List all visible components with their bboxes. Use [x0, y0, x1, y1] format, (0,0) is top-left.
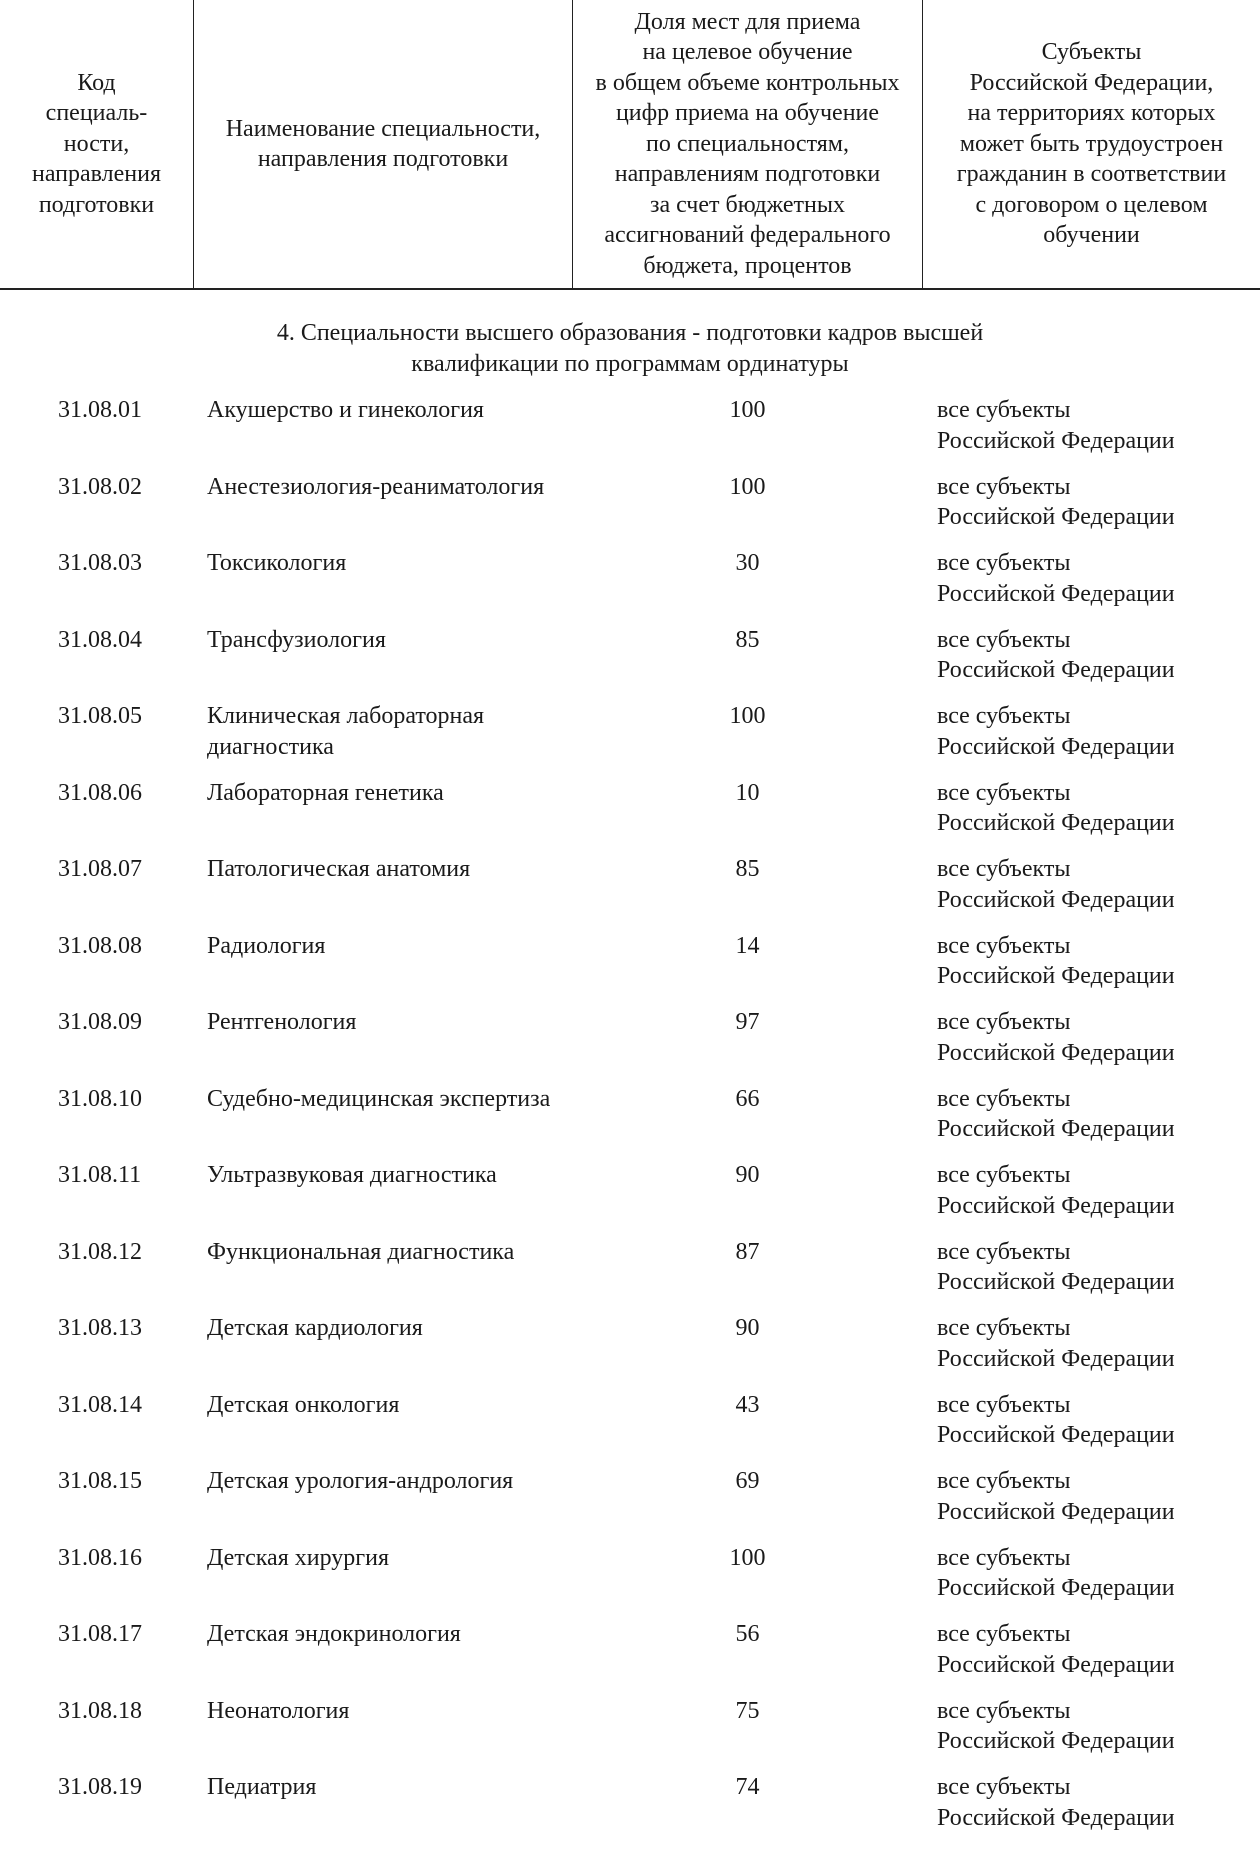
- row-percent: 74: [735, 1774, 760, 1800]
- row-percent: 90: [735, 1162, 760, 1188]
- row-code: 31.08.07: [58, 856, 142, 882]
- row-subjects: все субъекты Российской Федерации: [937, 550, 1175, 607]
- row-code: 31.08.19: [58, 1774, 142, 1800]
- row-code: 31.08.06: [58, 779, 142, 806]
- row-percent: 66: [735, 1085, 760, 1112]
- row-name: Лабораторная генетика: [207, 779, 444, 806]
- row-percent: 90: [735, 1315, 760, 1341]
- row-subjects: все субъекты Российской Федерации: [937, 1697, 1175, 1754]
- row-code: 31.08.15: [58, 1468, 142, 1494]
- table-row: [0, 1772, 1260, 1849]
- row-subjects: все субъекты Российской Федерации: [937, 1009, 1175, 1066]
- row-percent: 97: [735, 1009, 760, 1035]
- row-subjects: все субъекты Российской Федерации: [937, 1544, 1175, 1601]
- table-row: [0, 1237, 1260, 1314]
- row-code: 31.08.14: [58, 1391, 142, 1418]
- table-row: [0, 395, 1260, 472]
- row-name: Акушерство и гинекология: [207, 397, 484, 423]
- row-subjects: все субъекты Российской Федерации: [937, 473, 1175, 530]
- row-subjects: все субъекты Российской Федерации: [937, 779, 1175, 836]
- row-subjects: все субъекты Российской Федерации: [937, 626, 1175, 683]
- row-code: 31.08.11: [58, 1162, 142, 1188]
- row-name: Трансфузиология: [207, 626, 386, 653]
- row-name: Ультразвуковая диагностика: [207, 1162, 497, 1188]
- table-row: [0, 1543, 1260, 1620]
- row-name: Рентгенология: [207, 1009, 357, 1035]
- row-code: 31.08.16: [58, 1544, 142, 1571]
- row-percent: 100: [729, 1544, 766, 1571]
- row-name: Детская онкология: [207, 1391, 400, 1418]
- table-row: [0, 625, 1260, 702]
- row-name: Неонатология: [207, 1697, 350, 1724]
- row-name: Детская хирургия: [207, 1544, 389, 1571]
- row-percent: 30: [735, 550, 760, 576]
- row-percent: 43: [735, 1391, 760, 1418]
- header-share: Доля мест для приема на целевое обучение в общем объеме контрольных цифр приема на обучение по специальностям, направлениям подготовки за счет бюджетных ассигнований федерального бюджета, процентов: [573, 0, 923, 288]
- row-percent: 87: [735, 1238, 760, 1265]
- row-name: Педиатрия: [207, 1774, 317, 1800]
- row-percent: 100: [729, 397, 766, 423]
- row-code: 31.08.12: [58, 1238, 142, 1265]
- row-code: 31.08.02: [58, 473, 142, 500]
- table-row: [0, 548, 1260, 625]
- row-code: 31.08.10: [58, 1085, 142, 1112]
- row-code: 31.08.01: [58, 397, 142, 423]
- row-subjects: все субъекты Российской Федерации: [937, 1391, 1175, 1448]
- row-percent: 10: [735, 779, 760, 806]
- row-code: 31.08.18: [58, 1697, 142, 1724]
- row-subjects: все субъекты Российской Федерации: [937, 1315, 1175, 1372]
- table-row: [0, 1007, 1260, 1084]
- section-title: 4. Специальности высшего образования - подготовки кадров высшей квалификации по программам ординатуры: [276, 320, 984, 377]
- row-percent: 75: [735, 1697, 760, 1724]
- row-code: 31.08.17: [58, 1621, 142, 1647]
- row-percent: 100: [729, 473, 766, 500]
- row-percent: 85: [735, 856, 760, 882]
- table-row: [0, 778, 1260, 855]
- row-name: Клиническая лабораторная диагностика: [207, 703, 485, 760]
- row-percent: 85: [735, 626, 760, 653]
- header-code: Код специаль- ности, направления подготовки: [0, 0, 194, 288]
- row-percent: 14: [735, 932, 760, 959]
- table-row: [0, 1696, 1260, 1773]
- table-row: [0, 931, 1260, 1008]
- table-row: [0, 1313, 1260, 1390]
- row-percent: 69: [735, 1468, 760, 1494]
- row-subjects: все субъекты Российской Федерации: [937, 1085, 1175, 1142]
- row-subjects: все субъекты Российской Федерации: [937, 1238, 1175, 1295]
- table-header: [0, 0, 1260, 290]
- row-code: 31.08.13: [58, 1315, 142, 1341]
- row-name: Патологическая анатомия: [207, 856, 471, 882]
- row-code: 31.08.04: [58, 626, 142, 653]
- row-code: 31.08.03: [58, 550, 142, 576]
- row-name: Токсикология: [207, 550, 347, 576]
- table-row: [0, 1084, 1260, 1161]
- table-row: [0, 1160, 1260, 1237]
- table-row: [0, 1619, 1260, 1696]
- row-name: Детская эндокринология: [207, 1621, 461, 1647]
- row-code: 31.08.05: [58, 703, 142, 729]
- table-row: [0, 1466, 1260, 1543]
- row-subjects: все субъекты Российской Федерации: [937, 1468, 1175, 1525]
- row-subjects: все субъекты Российской Федерации: [937, 397, 1175, 454]
- row-subjects: все субъекты Российской Федерации: [937, 856, 1175, 913]
- table-row: [0, 854, 1260, 931]
- row-name: Функциональная диагностика: [207, 1238, 515, 1265]
- table-row: [0, 472, 1260, 549]
- row-name: Анестезиология-реаниматология: [207, 473, 545, 500]
- row-name: Радиология: [207, 932, 326, 959]
- row-percent: 56: [735, 1621, 760, 1647]
- header-name: Наименование специальности, направления подготовки: [194, 0, 573, 288]
- row-code: 31.08.08: [58, 932, 142, 959]
- row-percent: 100: [729, 703, 766, 729]
- row-subjects: все субъекты Российской Федерации: [937, 703, 1175, 760]
- header-subjects: Субъекты Российской Федерации, на территориях которых может быть трудоустроен гражданин в соответствии с договором о целевом обучении: [956, 39, 1227, 249]
- row-subjects: все субъекты Российской Федерации: [937, 1162, 1175, 1219]
- row-subjects: все субъекты Российской Федерации: [937, 1774, 1175, 1831]
- row-subjects: все субъекты Российской Федерации: [937, 1621, 1175, 1678]
- table-row: [0, 1390, 1260, 1467]
- row-code: 31.08.09: [58, 1009, 142, 1035]
- table-row: [0, 701, 1260, 778]
- row-name: Детская урология-андрология: [207, 1468, 514, 1494]
- row-name: Детская кардиология: [207, 1315, 423, 1341]
- row-name: Судебно-медицинская экспертиза: [207, 1085, 551, 1112]
- table-body: [0, 395, 1260, 1849]
- row-subjects: все субъекты Российской Федерации: [937, 932, 1175, 989]
